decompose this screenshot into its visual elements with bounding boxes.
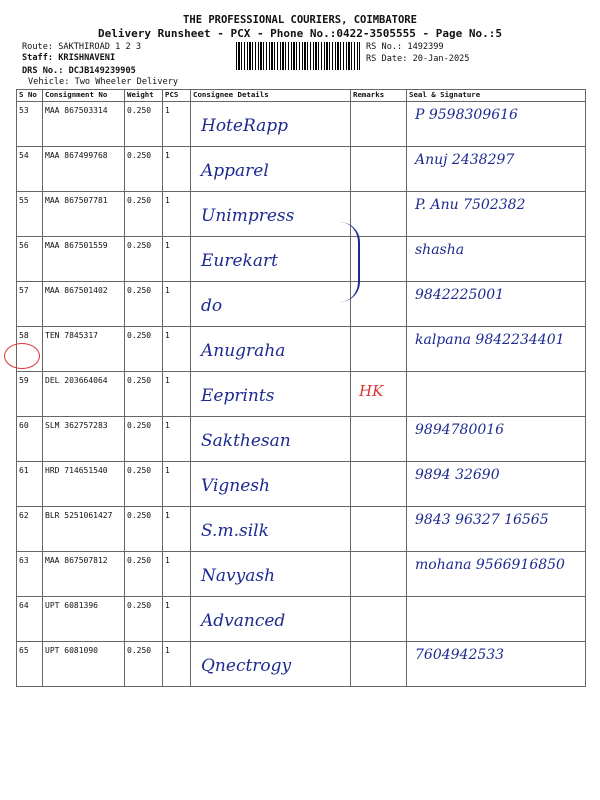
row-consignee-cell [191,327,351,372]
signature-handwriting: 9894 32690 [415,467,500,483]
vehicle-label: Vehicle: Two Wheeler Delivery [28,77,179,87]
row-remarks-cell [351,147,407,192]
row-consignment: BLR 5251061427 [43,507,125,552]
row-pcs: 1 [163,507,191,552]
row-signature-cell [407,642,586,687]
row-pcs: 1 [163,552,191,597]
row-weight: 0.250 [125,507,163,552]
row-pcs: 1 [163,417,191,462]
row-signature-cell [407,597,586,642]
row-consignment: SLM 362757283 [43,417,125,462]
table-row [17,597,586,642]
row-consignee-cell [191,597,351,642]
row-remarks-cell [351,192,407,237]
row-pcs: 1 [163,462,191,507]
row-sno: 56 [17,237,43,282]
row-weight: 0.250 [125,372,163,417]
runsheet-table [16,89,585,687]
col-consignment: Consignment No [43,90,125,102]
row-signature-cell [407,147,586,192]
row-consignee-cell [191,102,351,147]
row-weight: 0.250 [125,417,163,462]
row-sno: 58 [17,327,43,372]
col-sno: S No [17,90,43,102]
row-remarks-cell [351,642,407,687]
row-signature-cell [407,282,586,327]
row-consignment: DEL 203664064 [43,372,125,417]
row-consignment: MAA 867507812 [43,552,125,597]
row-weight: 0.250 [125,282,163,327]
col-seal-signature: Seal & Signature [407,90,586,102]
table-header [17,90,586,102]
row-consignment: MAA 867507781 [43,192,125,237]
row-weight: 0.250 [125,642,163,687]
row-weight: 0.250 [125,102,163,147]
consignee-handwriting: Anugraha [201,341,286,361]
signature-handwriting: P 9598309616 [415,107,518,123]
table-row [17,237,586,282]
drs-label: DRS No.: DCJB149239905 [22,66,136,76]
rs-number: RS No.: 1492399 [366,42,444,52]
table-row [17,372,586,417]
row-consignee-cell [191,462,351,507]
signature-handwriting: P. Anu 7502382 [415,197,526,213]
row-signature-cell [407,327,586,372]
row-weight: 0.250 [125,192,163,237]
row-consignment: UPT 6081396 [43,597,125,642]
row-sno: 62 [17,507,43,552]
row-consignment: TEN 7845317 [43,327,125,372]
staff-label: Staff: KRISHNAVENI [22,53,116,63]
consignee-handwriting: Eeprints [201,386,275,406]
row-remarks-cell [351,417,407,462]
row-signature-cell [407,462,586,507]
row-weight: 0.250 [125,327,163,372]
row-weight: 0.250 [125,237,163,282]
signature-handwriting: 9894780016 [415,422,505,438]
row-sno: 60 [17,417,43,462]
row-weight: 0.250 [125,597,163,642]
row-pcs: 1 [163,282,191,327]
row-consignment: HRD 714651540 [43,462,125,507]
col-consignee: Consignee Details [191,90,351,102]
remarks-handwriting: HK [359,382,384,400]
row-consignment: MAA 867501559 [43,237,125,282]
consignee-handwriting: Sakthesan [201,431,291,451]
row-pcs: 1 [163,192,191,237]
row-consignee-cell [191,237,351,282]
consignee-handwriting: Eurekart [201,251,278,271]
rs-date: RS Date: 20-Jan-2025 [366,54,470,64]
row-remarks-cell [351,462,407,507]
consignee-handwriting: Unimpress [201,206,295,226]
row-signature-cell [407,372,586,417]
row-consignee-cell [191,147,351,192]
row-remarks-cell [351,372,407,417]
row-pcs: 1 [163,642,191,687]
col-pcs: PCS [163,90,191,102]
consignee-handwriting: do [201,296,223,316]
brace-mark [340,222,360,302]
table-row [17,102,586,147]
row-consignment: UPT 6081090 [43,642,125,687]
table-row [17,642,586,687]
row-sno: 65 [17,642,43,687]
barcode [236,42,360,70]
row-remarks-cell [351,327,407,372]
col-remarks: Remarks [351,90,407,102]
row-consignee-cell [191,642,351,687]
row-pcs: 1 [163,102,191,147]
consignee-handwriting: Vignesh [201,476,270,496]
consignee-handwriting: Qnectrogy [201,656,292,676]
runsheet-title: Delivery Runsheet - PCX - Phone No.:0422-3505555 - Page No.:5 [98,27,502,40]
company-title: THE PROFESSIONAL COURIERS, COIMBATORE [183,14,417,26]
consignee-handwriting: Advanced [201,611,286,631]
signature-handwriting: Anuj 2438297 [415,152,515,168]
row-pcs: 1 [163,237,191,282]
consignee-handwriting: S.m.silk [201,521,269,541]
row-consignee-cell [191,192,351,237]
table-row [17,327,586,372]
row-signature-cell [407,237,586,282]
row-signature-cell [407,552,586,597]
row-consignment: MAA 867499768 [43,147,125,192]
row-consignee-cell [191,282,351,327]
row-sno: 63 [17,552,43,597]
table-row [17,552,586,597]
signature-handwriting: 9842225001 [415,287,505,303]
row-pcs: 1 [163,372,191,417]
signature-handwriting: kalpana 9842234401 [415,332,565,348]
row-consignee-cell [191,552,351,597]
signature-handwriting: 7604942533 [415,647,505,663]
row-sno: 54 [17,147,43,192]
table-row [17,192,586,237]
row-remarks-cell [351,507,407,552]
row-signature-cell [407,507,586,552]
consignee-handwriting: Navyash [201,566,276,586]
table-row [17,147,586,192]
row-consignment: MAA 867501402 [43,282,125,327]
table-row [17,282,586,327]
row-pcs: 1 [163,597,191,642]
row-remarks-cell [351,102,407,147]
table-row [17,417,586,462]
row-pcs: 1 [163,327,191,372]
row-sno: 61 [17,462,43,507]
row-sno: 59 [17,372,43,417]
row-pcs: 1 [163,147,191,192]
route-label: Route: SAKTHIROAD 1 2 3 [22,42,141,52]
row-weight: 0.250 [125,147,163,192]
row-consignee-cell [191,507,351,552]
consignee-handwriting: Apparel [201,161,269,181]
row-consignee-cell [191,417,351,462]
row-remarks-cell [351,552,407,597]
row-remarks-cell [351,597,407,642]
row-signature-cell [407,192,586,237]
row-weight: 0.250 [125,462,163,507]
signature-handwriting: shasha [415,242,465,258]
consignee-handwriting: HoteRapp [201,116,289,136]
table-row [17,507,586,552]
row-59-circle-mark [4,343,40,369]
signature-handwriting: 9843 96327 16565 [415,512,549,528]
row-consignee-cell [191,372,351,417]
row-sno: 64 [17,597,43,642]
row-signature-cell [407,102,586,147]
row-consignment: MAA 867503314 [43,102,125,147]
row-signature-cell [407,417,586,462]
table-row [17,462,586,507]
col-weight: Weight [125,90,163,102]
row-sno: 53 [17,102,43,147]
row-sno: 55 [17,192,43,237]
signature-handwriting: mohana 9566916850 [415,557,565,573]
row-weight: 0.250 [125,552,163,597]
row-sno: 57 [17,282,43,327]
